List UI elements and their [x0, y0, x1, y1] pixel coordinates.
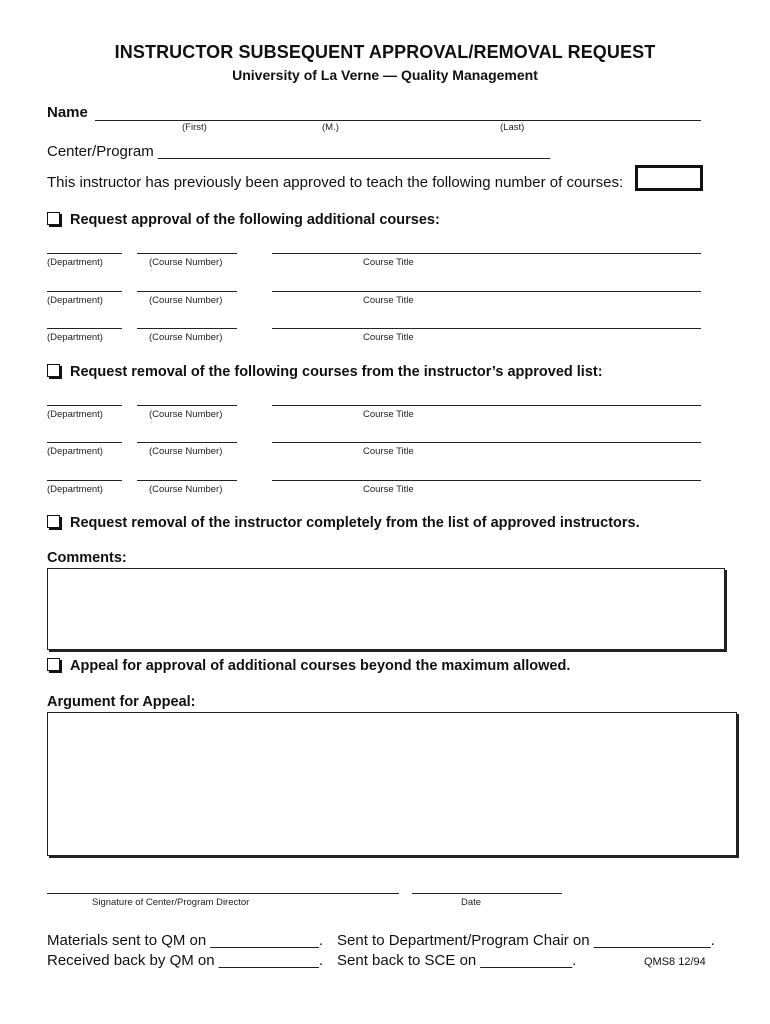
approval-checkbox[interactable]	[47, 212, 60, 225]
appeal-heading-text: Appeal for approval of additional courses beyond the maximum allowed.	[70, 658, 571, 674]
date-line[interactable]	[412, 893, 562, 894]
name-first-caption: (First)	[182, 122, 207, 133]
signature-line[interactable]	[47, 893, 399, 894]
course-title-input-line[interactable]	[272, 442, 701, 443]
course-count-box[interactable]	[635, 165, 703, 191]
course-title-caption: Course Title	[363, 332, 414, 343]
form-code: QMS8 12/94	[644, 956, 706, 968]
course-number-caption: (Course Number)	[149, 332, 223, 343]
sent-to-chair-text: Sent to Department/Program Chair on ______________.	[337, 932, 715, 949]
complete-removal-heading[interactable]	[47, 515, 640, 531]
department-caption: (Department)	[47, 257, 103, 268]
argument-box[interactable]	[47, 712, 737, 856]
department-caption: (Department)	[47, 446, 103, 457]
department-input-line[interactable]	[47, 405, 122, 406]
center-program-label-text: Center/Program	[47, 143, 154, 160]
materials-sent-text: Materials sent to QM on _____________.	[47, 932, 324, 949]
name-middle-caption: (M.)	[322, 122, 339, 133]
removal-heading-text: Request removal of the following courses from the instructor’s approved list:	[70, 364, 603, 380]
department-caption: (Department)	[47, 484, 103, 495]
course-number-input-line[interactable]	[137, 480, 237, 481]
removal-checkbox[interactable]	[47, 364, 60, 377]
complete-removal-heading-text: Request removal of the instructor completely from the list of approved instructors.	[70, 515, 640, 531]
course-title-input-line[interactable]	[272, 253, 701, 254]
form-subtitle: University of La Verne — Quality Management	[232, 67, 538, 83]
comments-label: Comments:	[47, 550, 127, 566]
approval-section-heading[interactable]	[47, 212, 440, 228]
argument-label: Argument for Appeal:	[47, 694, 196, 710]
department-input-line[interactable]	[47, 328, 122, 329]
course-number-caption: (Course Number)	[149, 446, 223, 457]
department-input-line[interactable]	[47, 291, 122, 292]
course-title-input-line[interactable]	[272, 328, 701, 329]
course-title-input-line[interactable]	[272, 291, 701, 292]
removal-section-heading[interactable]	[47, 364, 603, 380]
appeal-checkbox[interactable]	[47, 658, 60, 671]
course-number-input-line[interactable]	[137, 291, 237, 292]
complete-removal-checkbox[interactable]	[47, 515, 60, 528]
comments-box[interactable]	[47, 568, 725, 650]
course-title-input-line[interactable]	[272, 480, 701, 481]
previous-approval-text: This instructor has previously been approved to teach the following number of courses:	[47, 174, 624, 191]
approval-heading-text: Request approval of the following additional courses:	[70, 212, 440, 228]
department-input-line[interactable]	[47, 253, 122, 254]
sent-back-sce-text: Sent back to SCE on ___________.	[337, 952, 577, 969]
course-title-caption: Course Title	[363, 446, 414, 457]
center-program-input[interactable]: _______________________________________________	[157, 143, 550, 160]
department-caption: (Department)	[47, 409, 103, 420]
date-caption: Date	[461, 897, 482, 908]
name-input-line[interactable]	[95, 120, 701, 121]
signature-caption: Signature of Center/Program Director	[92, 897, 250, 908]
appeal-heading[interactable]	[47, 658, 570, 674]
department-caption: (Department)	[47, 332, 103, 343]
department-input-line[interactable]	[47, 442, 122, 443]
course-title-input-line[interactable]	[272, 405, 701, 406]
course-number-caption: (Course Number)	[149, 409, 223, 420]
center-program-label	[47, 143, 550, 160]
course-number-input-line[interactable]	[137, 253, 237, 254]
form-title: INSTRUCTOR SUBSEQUENT APPROVAL/REMOVAL REQUEST	[114, 42, 656, 62]
course-title-caption: Course Title	[363, 257, 414, 268]
course-number-caption: (Course Number)	[149, 257, 223, 268]
course-title-caption: Course Title	[363, 484, 414, 495]
course-title-caption: Course Title	[363, 295, 414, 306]
name-last-caption: (Last)	[500, 122, 525, 133]
name-label: Name	[47, 104, 88, 121]
course-number-input-line[interactable]	[137, 328, 237, 329]
course-number-caption: (Course Number)	[149, 484, 223, 495]
course-number-input-line[interactable]	[137, 442, 237, 443]
received-back-text: Received back by QM on ____________.	[47, 952, 324, 969]
department-input-line[interactable]	[47, 480, 122, 481]
course-number-caption: (Course Number)	[149, 295, 223, 306]
department-caption: (Department)	[47, 295, 103, 306]
course-title-caption: Course Title	[363, 409, 414, 420]
course-number-input-line[interactable]	[137, 405, 237, 406]
